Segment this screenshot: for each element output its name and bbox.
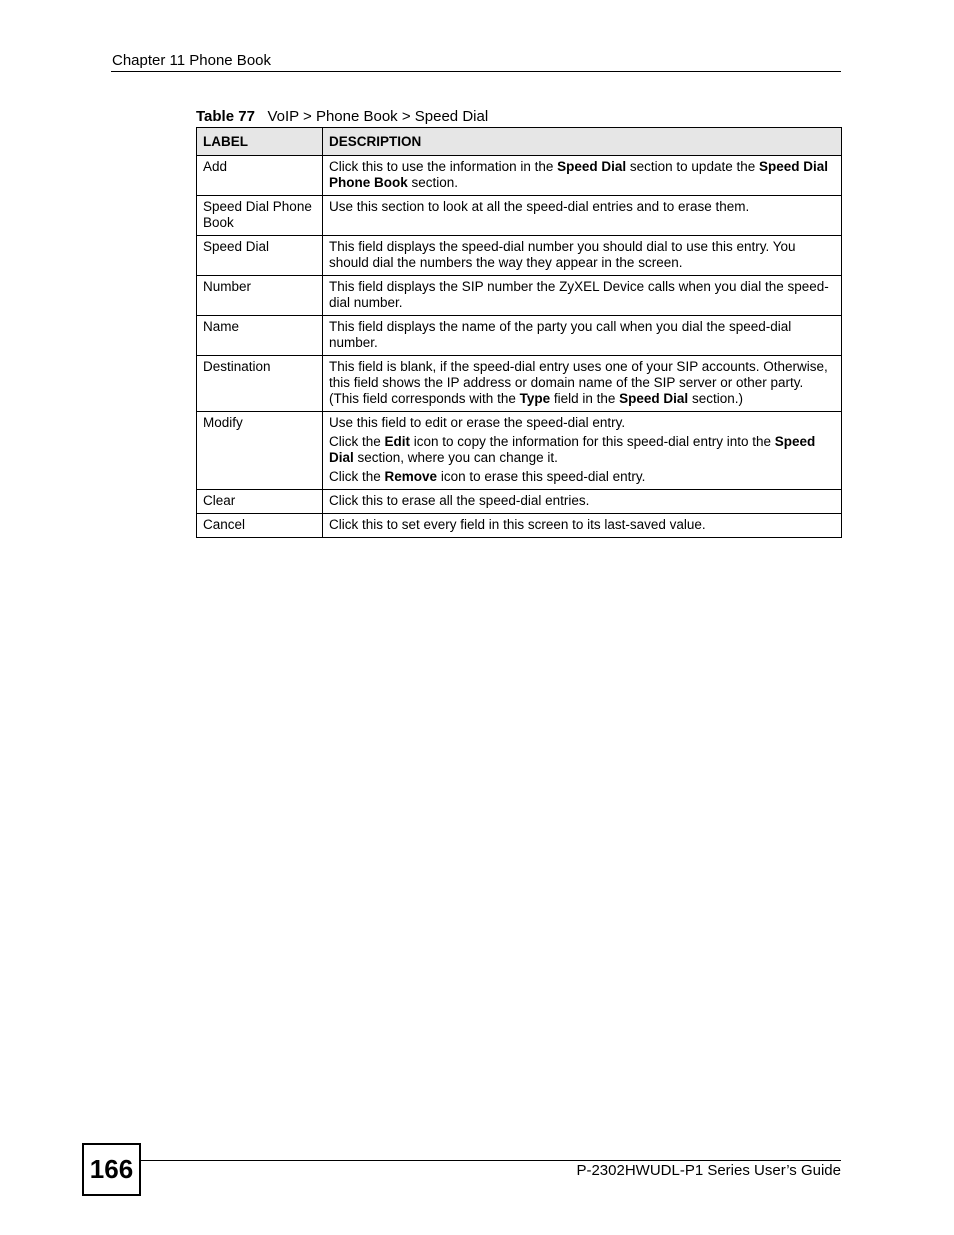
row-label: Cancel <box>197 514 323 538</box>
text-run: field in the <box>550 391 620 406</box>
table-row <box>197 316 842 356</box>
description-paragraph <box>329 434 835 466</box>
table-title: VoIP > Phone Book > Speed Dial <box>267 108 489 125</box>
text-run: This field displays the SIP number the ZyXEL Device calls when you dial the speed-dial number. <box>329 279 829 310</box>
row-description <box>323 514 842 538</box>
row-label: Modify <box>197 412 323 490</box>
description-paragraph <box>329 517 835 533</box>
text-run: section to update the <box>626 159 759 174</box>
description-paragraph <box>329 159 835 191</box>
description-paragraph <box>329 359 835 407</box>
text-run: This field displays the name of the party you call when you dial the speed-dial number. <box>329 319 792 350</box>
table-row <box>197 236 842 276</box>
bold-term: Speed Dial <box>619 391 689 406</box>
row-description <box>323 490 842 514</box>
page-number: 166 <box>82 1143 141 1196</box>
row-description <box>323 276 842 316</box>
chapter-header: Chapter 11 Phone Book <box>112 52 272 69</box>
text-run: Click the <box>329 469 385 484</box>
row-description <box>323 412 842 490</box>
description-paragraph <box>329 493 835 509</box>
text-run: section.) <box>688 391 743 406</box>
table-row <box>197 276 842 316</box>
column-header-label: LABEL <box>197 128 323 156</box>
guide-title: P-2302HWUDL-P1 Series User’s Guide <box>576 1162 841 1179</box>
row-description <box>323 156 842 196</box>
text-run: Use this field to edit or erase the speed-dial entry. <box>329 415 626 430</box>
speed-dial-table <box>196 127 842 538</box>
description-paragraph <box>329 469 835 485</box>
row-label: Speed Dial <box>197 236 323 276</box>
row-description <box>323 356 842 412</box>
text-run: Use this section to look at all the speed-dial entries and to erase them. <box>329 199 750 214</box>
bold-term: Edit <box>384 434 411 449</box>
footer-divider <box>141 1160 841 1161</box>
description-paragraph <box>329 199 835 215</box>
text-run: section, where you can change it. <box>353 450 558 465</box>
bold-term: Speed Dial <box>557 159 627 174</box>
description-paragraph <box>329 239 835 271</box>
row-label: Destination <box>197 356 323 412</box>
header-divider <box>111 71 841 72</box>
description-paragraph <box>329 319 835 351</box>
row-label: Name <box>197 316 323 356</box>
description-paragraph <box>329 279 835 311</box>
row-label: Add <box>197 156 323 196</box>
bold-term: Remove <box>384 469 438 484</box>
column-header-description: DESCRIPTION <box>323 128 842 156</box>
row-description <box>323 316 842 356</box>
bold-term: Type <box>519 391 551 406</box>
table-body <box>197 156 842 538</box>
table-header-row <box>197 128 842 156</box>
text-run: Click this to use the information in the <box>329 159 558 174</box>
bold-term: Speed Dial Phone Book <box>329 159 829 190</box>
table-row <box>197 514 842 538</box>
text-run: section. <box>407 175 459 190</box>
table-row <box>197 356 842 412</box>
table-caption <box>196 108 488 125</box>
table-number: Table 77 <box>196 108 255 125</box>
row-description <box>323 196 842 236</box>
description-paragraph <box>329 415 835 431</box>
row-label: Speed Dial Phone Book <box>197 196 323 236</box>
table-row <box>197 196 842 236</box>
table-row <box>197 490 842 514</box>
bold-term: Speed Dial <box>329 434 816 465</box>
text-run: icon to erase this speed-dial entry. <box>437 469 646 484</box>
text-run: This field displays the speed-dial number you should dial to use this entry. You should dial the numbers the way they appear in the screen. <box>329 239 796 270</box>
text-run: This field is blank, if the speed-dial entry uses one of your SIP accounts. Otherwise, this field shows the IP address or domain name of the SIP server or other party. (This field corresponds with the <box>329 359 828 406</box>
text-run: Click this to set every field in this screen to its last-saved value. <box>329 517 706 532</box>
table-row <box>197 156 842 196</box>
row-label: Clear <box>197 490 323 514</box>
text-run: icon to copy the information for this speed-dial entry into the <box>410 434 775 449</box>
text-run: Click this to erase all the speed-dial entries. <box>329 493 590 508</box>
text-run: Click the <box>329 434 385 449</box>
table-row <box>197 412 842 490</box>
row-description <box>323 236 842 276</box>
row-label: Number <box>197 276 323 316</box>
